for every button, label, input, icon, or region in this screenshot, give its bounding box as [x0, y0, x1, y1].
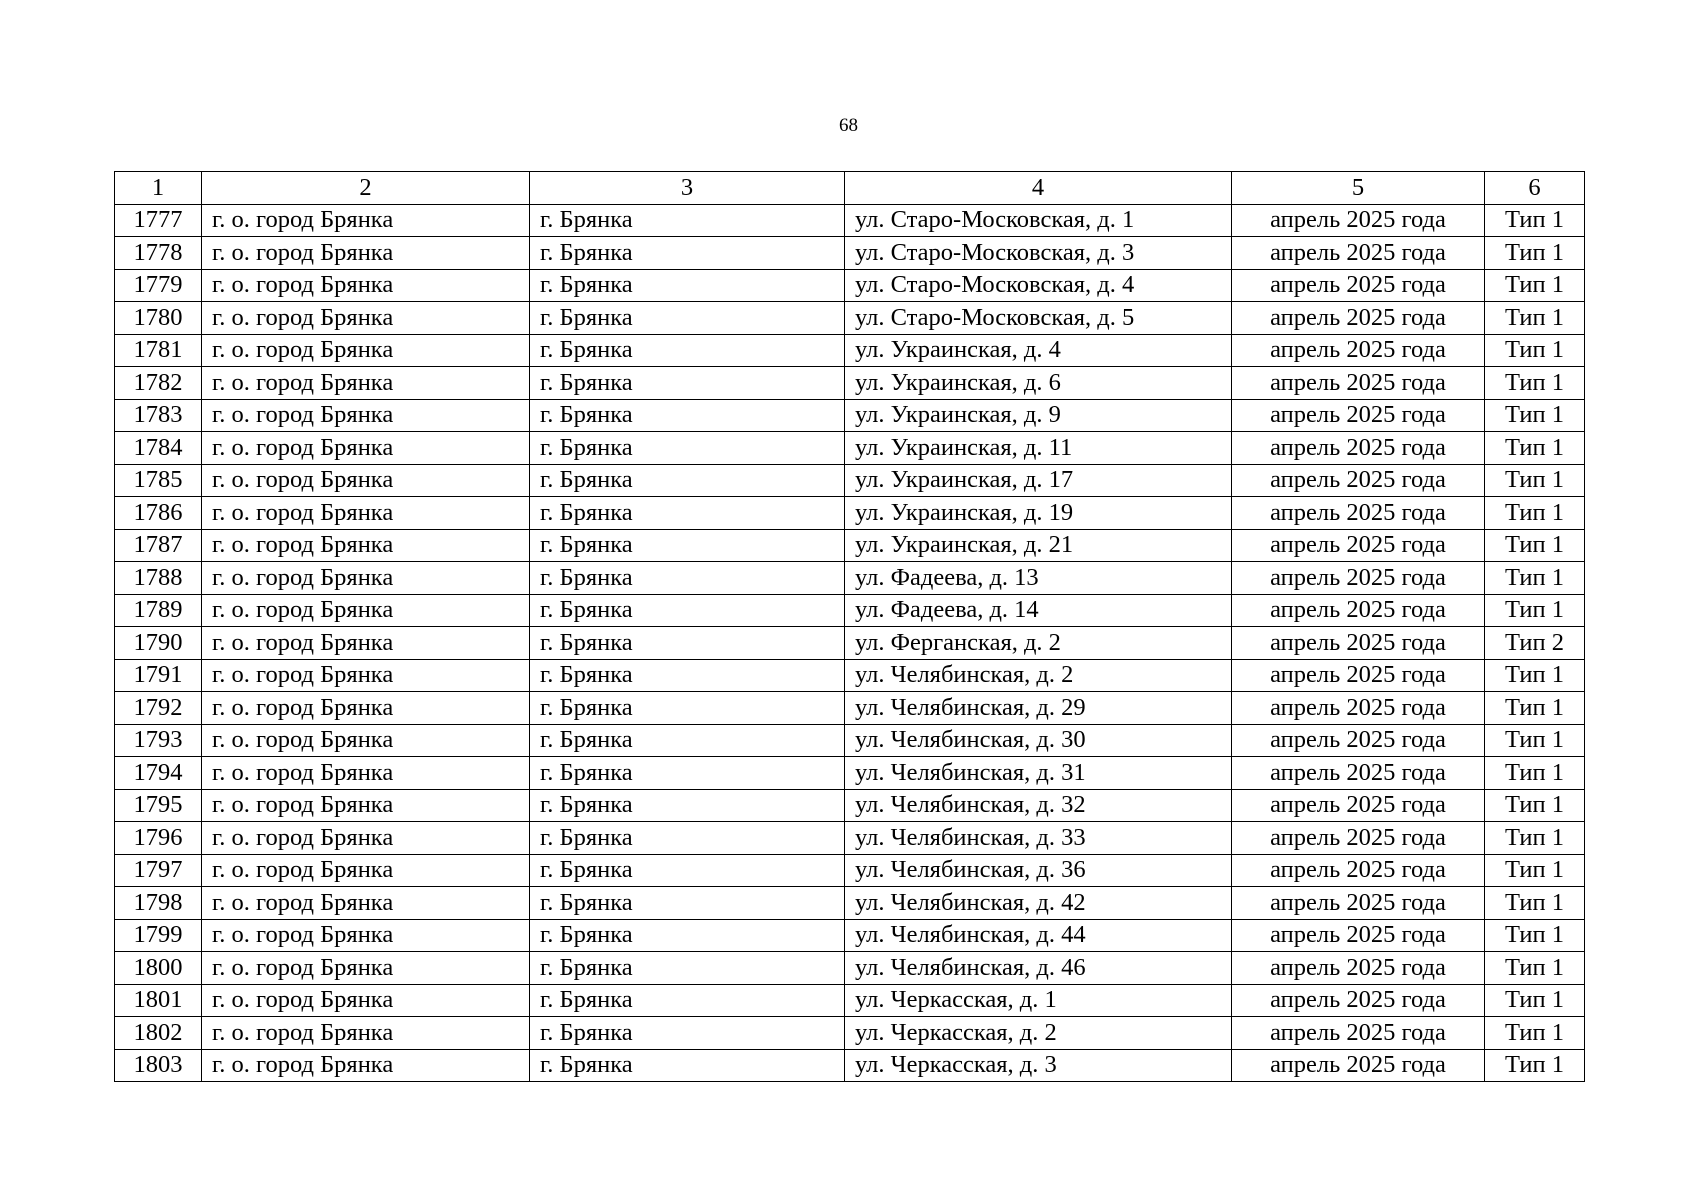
table-row	[115, 562, 1585, 595]
cell-type: Тип 1	[1485, 432, 1585, 465]
registry-table	[114, 171, 1585, 1082]
cell-settlement: г. Брянка	[530, 854, 845, 887]
cell-date: апрель 2025 года	[1232, 822, 1485, 855]
cell-type: Тип 1	[1485, 204, 1585, 237]
cell-district: г. о. город Брянка	[202, 334, 530, 367]
cell-number: 1779	[115, 269, 202, 302]
cell-address: ул. Черкасская, д. 1	[845, 984, 1232, 1017]
cell-settlement: г. Брянка	[530, 464, 845, 497]
cell-date: апрель 2025 года	[1232, 334, 1485, 367]
cell-district: г. о. город Брянка	[202, 789, 530, 822]
cell-settlement: г. Брянка	[530, 237, 845, 270]
cell-type: Тип 1	[1485, 302, 1585, 335]
table-row	[115, 302, 1585, 335]
cell-address: ул. Челябинская, д. 32	[845, 789, 1232, 822]
cell-address: ул. Челябинская, д. 42	[845, 887, 1232, 920]
cell-date: апрель 2025 года	[1232, 789, 1485, 822]
cell-number: 1790	[115, 627, 202, 660]
cell-district: г. о. город Брянка	[202, 562, 530, 595]
table-row	[115, 724, 1585, 757]
cell-address: ул. Челябинская, д. 29	[845, 692, 1232, 725]
cell-type: Тип 2	[1485, 627, 1585, 660]
cell-number: 1787	[115, 529, 202, 562]
cell-number: 1785	[115, 464, 202, 497]
cell-number: 1802	[115, 1017, 202, 1050]
cell-number: 1794	[115, 757, 202, 790]
cell-type: Тип 1	[1485, 919, 1585, 952]
table-row	[115, 529, 1585, 562]
cell-date: апрель 2025 года	[1232, 464, 1485, 497]
table-row	[115, 594, 1585, 627]
cell-type: Тип 1	[1485, 594, 1585, 627]
table-row	[115, 204, 1585, 237]
cell-district: г. о. город Брянка	[202, 724, 530, 757]
cell-settlement: г. Брянка	[530, 1017, 845, 1050]
table-row	[115, 367, 1585, 400]
table-row	[115, 1017, 1585, 1050]
cell-district: г. о. город Брянка	[202, 854, 530, 887]
cell-district: г. о. город Брянка	[202, 984, 530, 1017]
cell-type: Тип 1	[1485, 399, 1585, 432]
cell-settlement: г. Брянка	[530, 692, 845, 725]
cell-address: ул. Фадеева, д. 13	[845, 562, 1232, 595]
cell-district: г. о. город Брянка	[202, 204, 530, 237]
cell-type: Тип 1	[1485, 1049, 1585, 1082]
cell-type: Тип 1	[1485, 724, 1585, 757]
cell-district: г. о. город Брянка	[202, 302, 530, 335]
cell-district: г. о. город Брянка	[202, 1017, 530, 1050]
cell-type: Тип 1	[1485, 334, 1585, 367]
cell-district: г. о. город Брянка	[202, 887, 530, 920]
cell-number: 1797	[115, 854, 202, 887]
column-header-3: 3	[530, 172, 845, 205]
cell-settlement: г. Брянка	[530, 822, 845, 855]
table-row	[115, 822, 1585, 855]
column-header-4: 4	[845, 172, 1232, 205]
cell-settlement: г. Брянка	[530, 367, 845, 400]
table-row	[115, 757, 1585, 790]
cell-number: 1784	[115, 432, 202, 465]
cell-number: 1777	[115, 204, 202, 237]
table-row	[115, 887, 1585, 920]
cell-date: апрель 2025 года	[1232, 724, 1485, 757]
table-row	[115, 854, 1585, 887]
cell-settlement: г. Брянка	[530, 757, 845, 790]
cell-district: г. о. город Брянка	[202, 367, 530, 400]
cell-number: 1800	[115, 952, 202, 985]
cell-number: 1799	[115, 919, 202, 952]
cell-type: Тип 1	[1485, 822, 1585, 855]
table-row	[115, 919, 1585, 952]
cell-date: апрель 2025 года	[1232, 269, 1485, 302]
cell-date: апрель 2025 года	[1232, 919, 1485, 952]
cell-settlement: г. Брянка	[530, 952, 845, 985]
cell-date: апрель 2025 года	[1232, 1049, 1485, 1082]
table-body	[115, 204, 1585, 1082]
cell-date: апрель 2025 года	[1232, 757, 1485, 790]
cell-district: г. о. город Брянка	[202, 692, 530, 725]
cell-type: Тип 1	[1485, 984, 1585, 1017]
cell-address: ул. Челябинская, д. 31	[845, 757, 1232, 790]
cell-address: ул. Старо-Московская, д. 3	[845, 237, 1232, 270]
cell-district: г. о. город Брянка	[202, 919, 530, 952]
cell-number: 1801	[115, 984, 202, 1017]
cell-date: апрель 2025 года	[1232, 594, 1485, 627]
cell-district: г. о. город Брянка	[202, 269, 530, 302]
cell-settlement: г. Брянка	[530, 432, 845, 465]
table-row	[115, 984, 1585, 1017]
cell-address: ул. Старо-Московская, д. 4	[845, 269, 1232, 302]
cell-settlement: г. Брянка	[530, 529, 845, 562]
column-header-2: 2	[202, 172, 530, 205]
table-row	[115, 952, 1585, 985]
cell-settlement: г. Брянка	[530, 399, 845, 432]
cell-address: ул. Челябинская, д. 46	[845, 952, 1232, 985]
table-row	[115, 334, 1585, 367]
cell-number: 1788	[115, 562, 202, 595]
column-header-5: 5	[1232, 172, 1485, 205]
cell-address: ул. Фадеева, д. 14	[845, 594, 1232, 627]
cell-type: Тип 1	[1485, 237, 1585, 270]
cell-address: ул. Старо-Московская, д. 1	[845, 204, 1232, 237]
cell-type: Тип 1	[1485, 952, 1585, 985]
cell-settlement: г. Брянка	[530, 562, 845, 595]
cell-settlement: г. Брянка	[530, 269, 845, 302]
cell-district: г. о. город Брянка	[202, 952, 530, 985]
column-header-6: 6	[1485, 172, 1585, 205]
cell-address: ул. Ферганская, д. 2	[845, 627, 1232, 660]
cell-district: г. о. город Брянка	[202, 659, 530, 692]
cell-district: г. о. город Брянка	[202, 464, 530, 497]
cell-settlement: г. Брянка	[530, 204, 845, 237]
cell-number: 1792	[115, 692, 202, 725]
cell-address: ул. Украинская, д. 17	[845, 464, 1232, 497]
cell-type: Тип 1	[1485, 562, 1585, 595]
cell-district: г. о. город Брянка	[202, 1049, 530, 1082]
cell-address: ул. Челябинская, д. 33	[845, 822, 1232, 855]
cell-type: Тип 1	[1485, 529, 1585, 562]
cell-number: 1786	[115, 497, 202, 530]
cell-date: апрель 2025 года	[1232, 659, 1485, 692]
page-number: 68	[839, 115, 858, 136]
cell-district: г. о. город Брянка	[202, 822, 530, 855]
cell-number: 1796	[115, 822, 202, 855]
cell-address: ул. Украинская, д. 21	[845, 529, 1232, 562]
cell-settlement: г. Брянка	[530, 627, 845, 660]
cell-settlement: г. Брянка	[530, 887, 845, 920]
cell-date: апрель 2025 года	[1232, 302, 1485, 335]
cell-type: Тип 1	[1485, 692, 1585, 725]
cell-type: Тип 1	[1485, 367, 1585, 400]
header-row	[115, 172, 1585, 205]
cell-district: г. о. город Брянка	[202, 237, 530, 270]
cell-type: Тип 1	[1485, 854, 1585, 887]
table-row	[115, 269, 1585, 302]
table-row	[115, 692, 1585, 725]
cell-address: ул. Украинская, д. 6	[845, 367, 1232, 400]
table-row	[115, 432, 1585, 465]
cell-date: апрель 2025 года	[1232, 367, 1485, 400]
cell-date: апрель 2025 года	[1232, 204, 1485, 237]
cell-type: Тип 1	[1485, 464, 1585, 497]
table-row	[115, 1049, 1585, 1082]
cell-district: г. о. город Брянка	[202, 757, 530, 790]
cell-date: апрель 2025 года	[1232, 692, 1485, 725]
cell-type: Тип 1	[1485, 789, 1585, 822]
cell-settlement: г. Брянка	[530, 724, 845, 757]
cell-type: Тип 1	[1485, 757, 1585, 790]
cell-settlement: г. Брянка	[530, 659, 845, 692]
table-header	[115, 172, 1585, 205]
cell-type: Тип 1	[1485, 659, 1585, 692]
cell-type: Тип 1	[1485, 497, 1585, 530]
table-row	[115, 464, 1585, 497]
cell-type: Тип 1	[1485, 269, 1585, 302]
table-row	[115, 237, 1585, 270]
cell-address: ул. Украинская, д. 4	[845, 334, 1232, 367]
cell-settlement: г. Брянка	[530, 984, 845, 1017]
cell-address: ул. Старо-Московская, д. 5	[845, 302, 1232, 335]
cell-address: ул. Украинская, д. 9	[845, 399, 1232, 432]
cell-district: г. о. город Брянка	[202, 529, 530, 562]
cell-number: 1783	[115, 399, 202, 432]
table-row	[115, 497, 1585, 530]
cell-address: ул. Челябинская, д. 2	[845, 659, 1232, 692]
cell-district: г. о. город Брянка	[202, 497, 530, 530]
cell-number: 1780	[115, 302, 202, 335]
cell-date: апрель 2025 года	[1232, 627, 1485, 660]
cell-address: ул. Украинская, д. 11	[845, 432, 1232, 465]
cell-settlement: г. Брянка	[530, 334, 845, 367]
cell-settlement: г. Брянка	[530, 1049, 845, 1082]
table-row	[115, 627, 1585, 660]
cell-district: г. о. город Брянка	[202, 627, 530, 660]
cell-settlement: г. Брянка	[530, 919, 845, 952]
cell-number: 1781	[115, 334, 202, 367]
cell-date: апрель 2025 года	[1232, 1017, 1485, 1050]
cell-district: г. о. город Брянка	[202, 399, 530, 432]
cell-number: 1782	[115, 367, 202, 400]
cell-date: апрель 2025 года	[1232, 432, 1485, 465]
cell-settlement: г. Брянка	[530, 594, 845, 627]
cell-type: Тип 1	[1485, 1017, 1585, 1050]
cell-number: 1789	[115, 594, 202, 627]
cell-settlement: г. Брянка	[530, 789, 845, 822]
cell-date: апрель 2025 года	[1232, 237, 1485, 270]
cell-number: 1798	[115, 887, 202, 920]
table-row	[115, 399, 1585, 432]
cell-date: апрель 2025 года	[1232, 399, 1485, 432]
cell-address: ул. Украинская, д. 19	[845, 497, 1232, 530]
cell-district: г. о. город Брянка	[202, 594, 530, 627]
cell-address: ул. Черкасская, д. 3	[845, 1049, 1232, 1082]
cell-date: апрель 2025 года	[1232, 952, 1485, 985]
cell-district: г. о. город Брянка	[202, 432, 530, 465]
cell-date: апрель 2025 года	[1232, 497, 1485, 530]
cell-type: Тип 1	[1485, 887, 1585, 920]
cell-date: апрель 2025 года	[1232, 562, 1485, 595]
cell-address: ул. Челябинская, д. 36	[845, 854, 1232, 887]
cell-number: 1793	[115, 724, 202, 757]
cell-address: ул. Челябинская, д. 30	[845, 724, 1232, 757]
cell-date: апрель 2025 года	[1232, 854, 1485, 887]
cell-settlement: г. Брянка	[530, 497, 845, 530]
cell-date: апрель 2025 года	[1232, 887, 1485, 920]
cell-number: 1795	[115, 789, 202, 822]
table-row	[115, 789, 1585, 822]
column-header-1: 1	[115, 172, 202, 205]
cell-number: 1778	[115, 237, 202, 270]
cell-number: 1803	[115, 1049, 202, 1082]
table-row	[115, 659, 1585, 692]
cell-number: 1791	[115, 659, 202, 692]
cell-address: ул. Черкасская, д. 2	[845, 1017, 1232, 1050]
cell-date: апрель 2025 года	[1232, 984, 1485, 1017]
cell-date: апрель 2025 года	[1232, 529, 1485, 562]
cell-address: ул. Челябинская, д. 44	[845, 919, 1232, 952]
cell-settlement: г. Брянка	[530, 302, 845, 335]
